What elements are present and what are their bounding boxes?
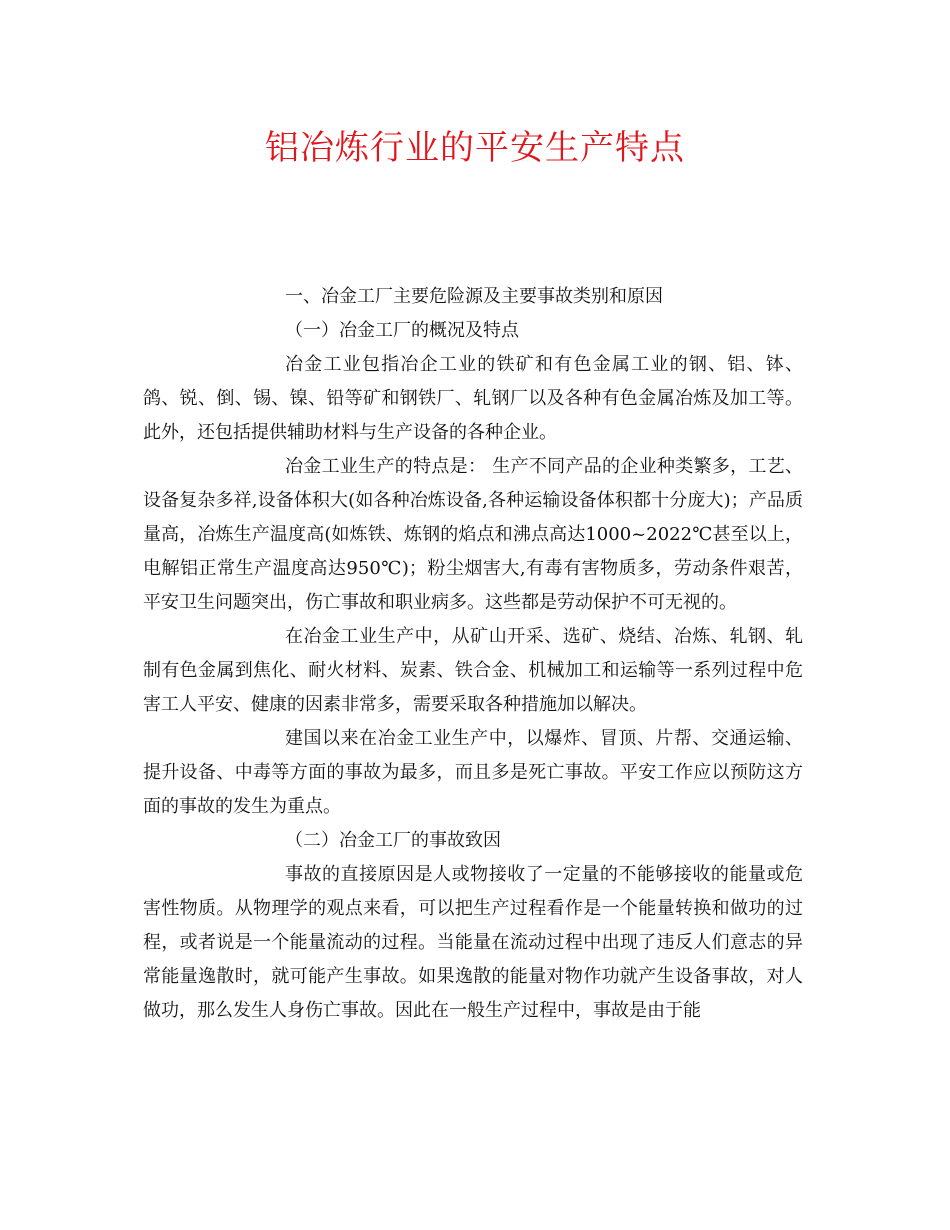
document-title: 铝冶炼行业的平安生产特点 xyxy=(265,128,685,168)
subsection-heading-2: （二）冶金工厂的事故致因 xyxy=(285,830,501,851)
paragraph-accident-causes: 事故的直接原因是人或物接收了一定量的不能够接收的能量或危害性物质。从物理学的观点来看，可以把生产过程看作是一个能量转换和做功的过程，或者说是一个能量流动的过程。当能量在流动过程中出现了违反人们意志的异常能量逸散时，就可能产生事故。如果逸散的能量对物作功就产生设备事故，对人做功，那么发生人身伤亡事故。因此在一般生产过程中，事故是由于能 xyxy=(143,864,803,1021)
paragraph-industry-scope: 冶金工业包指冶企工业的铁矿和有色金属工业的钢、铝、钵、鸽、锐、倒、锡、镍、铅等矿和钢铁厂、轧钢厂以及各种有色金属冶炼及加工等。此外，还包括提供辅助材料与生产设备的各种企业。 xyxy=(143,354,803,443)
paragraph-production-features: 冶金工业生产的特点是： 生产不同产品的企业种类繁多，工艺、设备复杂多祥,设备体积大(如各种冶炼设备,各种运输设备体积都十分庞大)；产品质量高，冶炼生产温度高(如炼铁、炼钢的焰点和沸点高达1000~2022℃甚至以上，电解铝正常生产温度高达950℃)；粉尘烟害大,有毒有害物质多，劳动条件艰苦，平安卫生问题突出，伤亡事故和职业病多。这些都是劳动保护不可无视的。 xyxy=(143,456,803,613)
paragraph-hazards: 在冶金工业生产中，从矿山开采、选矿、烧结、冶炼、轧钢、轧制有色金属到焦化、耐火材料、炭素、铁合金、机械加工和运输等一系列过程中危害工人平安、健康的因素非常多，需要采取各种措施加以解决。 xyxy=(143,626,803,715)
document-body xyxy=(143,280,803,1028)
paragraph-accident-history: 建国以来在冶金工业生产中，以爆炸、冒顶、片帮、交通运输、提升设备、中毒等方面的事故为最多，而且多是死亡事故。平安工作应以预防这方面的事故的发生为重点。 xyxy=(143,728,803,817)
section-heading-1: 一、冶金工厂主要危险源及主要事故类别和原因 xyxy=(285,286,663,307)
subsection-heading-1: （一）冶金工厂的概况及特点 xyxy=(285,320,519,341)
